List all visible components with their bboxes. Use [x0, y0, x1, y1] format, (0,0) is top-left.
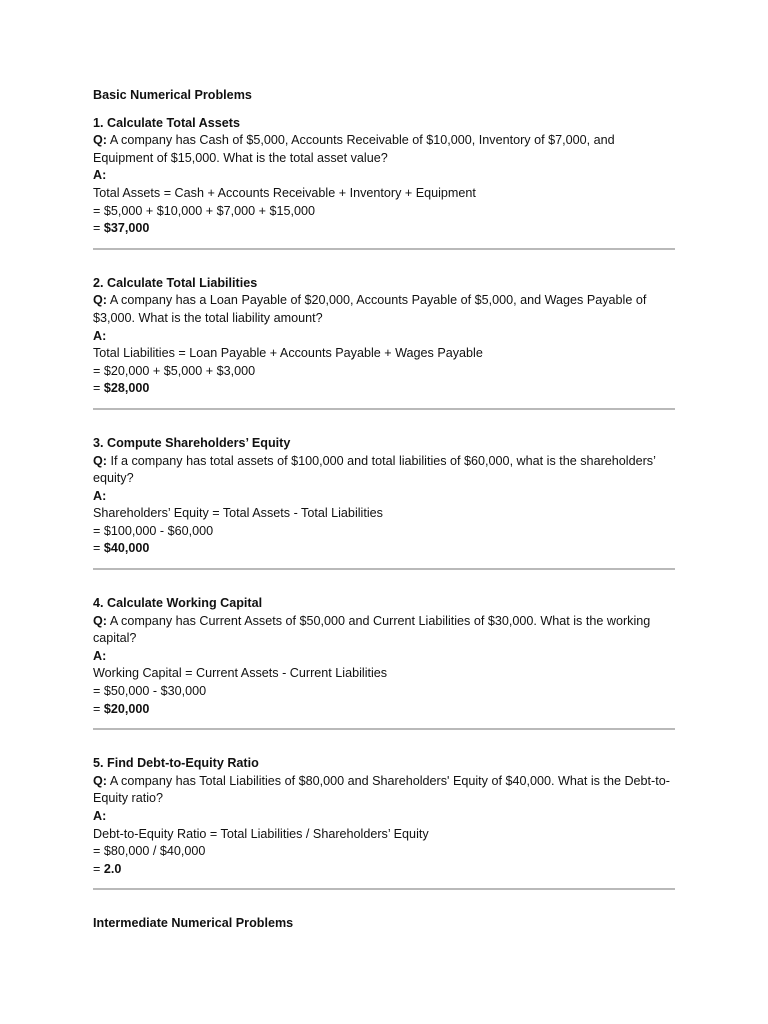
section-heading-intermediate: Intermediate Numerical Problems	[93, 916, 294, 931]
problem-2	[93, 275, 675, 398]
result-value: $28,000	[103, 381, 150, 396]
horizontal-divider	[93, 568, 675, 570]
answer-result	[93, 540, 675, 558]
problem-4	[93, 595, 675, 718]
result-prefix: =	[93, 381, 104, 396]
question-text: A company has Total Liabilities of $80,000 and Shareholders' Equity of $40,000. What is the Debt-to-Equity ratio?	[93, 773, 670, 806]
problem-title: 2. Calculate Total Liabilities	[93, 275, 258, 290]
question-label: Q:	[93, 453, 107, 468]
result-value: $40,000	[103, 541, 150, 556]
answer-substitution: = $20,000 + $5,000 + $3,000	[93, 363, 256, 378]
answer-result	[93, 861, 675, 879]
problem-title: 4. Calculate Working Capital	[93, 596, 263, 611]
answer-label: A:	[93, 488, 107, 503]
question	[93, 132, 675, 167]
horizontal-divider	[93, 248, 675, 250]
result-value: $20,000	[103, 701, 150, 716]
answer-result	[93, 380, 675, 398]
question-text: A company has Current Assets of $50,000 and Current Liabilities of $30,000. What is the working capital?	[93, 613, 651, 646]
answer-label: A:	[93, 168, 107, 183]
answer-substitution: = $5,000 + $10,000 + $7,000 + $15,000	[93, 203, 315, 218]
question-label: Q:	[93, 293, 107, 308]
problem-1	[93, 115, 675, 238]
question	[93, 453, 675, 488]
horizontal-divider	[93, 408, 675, 410]
result-prefix: =	[93, 701, 104, 716]
answer-substitution: = $50,000 - $30,000	[93, 684, 207, 699]
question-label: Q:	[93, 613, 107, 628]
answer-label: A:	[93, 328, 107, 343]
question-label: Q:	[93, 773, 107, 788]
horizontal-divider	[93, 888, 675, 890]
problem-title: 3. Compute Shareholders’ Equity	[93, 435, 291, 450]
question	[93, 292, 675, 327]
answer-label: A:	[93, 809, 107, 823]
question-text: A company has Cash of $5,000, Accounts Receivable of $10,000, Inventory of $7,000, and Equipment of $15,000. What is the total asset value?	[93, 133, 615, 165]
question	[93, 773, 675, 808]
section-heading-basic: Basic Numerical Problems	[93, 88, 252, 102]
question-text: If a company has total assets of $100,000 and total liabilities of $60,000, what is the shareholders’ equity?	[93, 453, 656, 486]
question	[93, 613, 675, 648]
answer-label: A:	[93, 648, 107, 663]
answer-result	[93, 220, 675, 238]
result-prefix: =	[93, 861, 104, 876]
answer-formula: Working Capital = Current Assets - Current Liabilities	[93, 666, 388, 681]
answer-formula: Shareholders’ Equity = Total Assets - Total Liabilities	[93, 506, 383, 521]
answer-substitution: = $100,000 - $60,000	[93, 523, 214, 538]
result-prefix: =	[93, 541, 104, 556]
problem-3	[93, 435, 675, 558]
result-value: $37,000	[103, 221, 150, 236]
result-prefix: =	[93, 221, 104, 236]
problem-title: 1. Calculate Total Assets	[93, 115, 240, 130]
answer-formula: Total Assets = Cash + Accounts Receivable + Inventory + Equipment	[93, 185, 476, 200]
answer-formula: Debt-to-Equity Ratio = Total Liabilities / Shareholders’ Equity	[93, 826, 429, 841]
document-content	[93, 87, 675, 933]
problem-5	[93, 755, 675, 878]
horizontal-divider	[93, 728, 675, 730]
answer-formula: Total Liabilities = Loan Payable + Accounts Payable + Wages Payable	[93, 346, 483, 361]
problem-title: 5. Find Debt-to-Equity Ratio	[93, 756, 259, 771]
answer-substitution: = $80,000 / $40,000	[93, 844, 206, 859]
question-text: A company has a Loan Payable of $20,000, Accounts Payable of $5,000, and Wages Payable of $3,000. What is the total liability amount?	[93, 293, 647, 325]
result-value: 2.0	[103, 861, 122, 876]
answer-result	[93, 701, 675, 719]
question-label: Q:	[93, 133, 107, 148]
